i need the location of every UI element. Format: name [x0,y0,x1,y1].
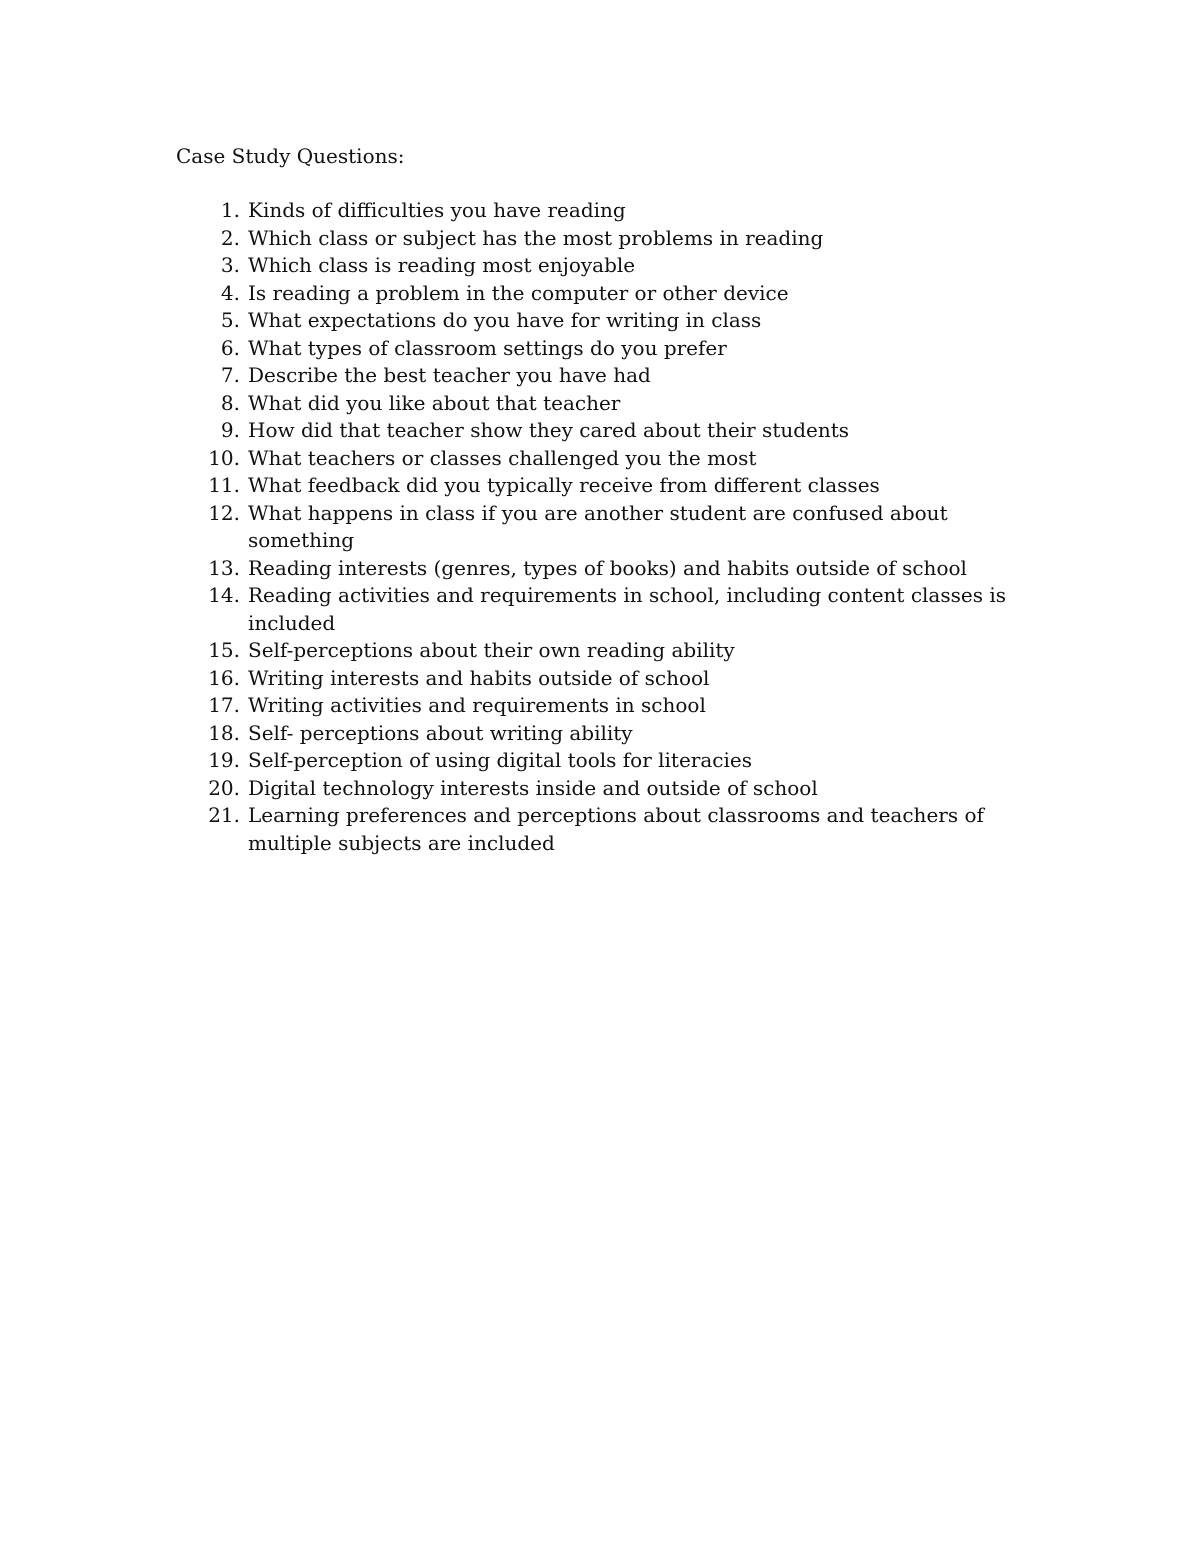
question-text: Is reading a problem in the computer or other device [248,280,789,305]
question-number: 18. [208,720,240,745]
question-text: Which class or subject has the most problems in reading [248,225,824,250]
question-item [176,335,1016,363]
question-number: 14. [208,583,240,607]
question-text: What types of classroom settings do you prefer [248,335,727,360]
question-item [176,390,1016,418]
question-list [176,197,1016,857]
question-item [176,555,1016,583]
question-item [176,197,1016,225]
question-number: 12. [208,500,240,525]
question-text: Describe the best teacher you have had [248,363,651,387]
question-text: Reading activities and requirements in school, including content classes is included [248,583,1006,635]
question-number: 1. [220,198,240,222]
question-item [176,665,1016,693]
document-heading: Case Study Questions: [176,144,405,168]
question-number: 16. [208,665,240,690]
question-item [176,472,1016,500]
question-item [176,417,1016,445]
question-number: 19. [208,748,240,772]
question-item [176,225,1016,253]
question-item [176,637,1016,665]
question-item [176,720,1016,748]
question-number: 10. [208,445,240,470]
question-item [176,747,1016,775]
question-text: Writing activities and requirements in school [248,693,706,717]
question-number: 20. [208,775,240,800]
question-text: Self- perceptions about writing ability [248,720,633,745]
question-number: 2. [220,225,240,250]
question-number: 5. [220,308,240,332]
question-item [176,280,1016,308]
question-item [176,802,1016,857]
question-item [176,775,1016,803]
question-item [176,500,1016,555]
question-item [176,692,1016,720]
question-number: 3. [220,253,240,277]
question-number: 6. [220,335,240,360]
question-number: 4. [220,280,240,305]
question-number: 8. [220,390,240,415]
question-item [176,445,1016,473]
question-number: 9. [220,418,240,442]
question-number: 11. [208,473,240,497]
question-item [176,307,1016,335]
question-item [176,252,1016,280]
question-text: Self-perception of using digital tools for literacies [248,748,752,772]
question-text: Reading interests (genres, types of books) and habits outside of school [248,555,967,580]
question-text: What teachers or classes challenged you the most [248,445,757,470]
question-text: What feedback did you typically receive from different classes [248,473,880,497]
question-number: 15. [208,638,240,662]
question-number: 17. [208,693,240,717]
question-text: Learning preferences and perceptions about classrooms and teachers of multiple subjects are included [248,803,984,855]
question-text: What expectations do you have for writing in class [248,308,762,332]
question-number: 13. [208,555,240,580]
question-text: Which class is reading most enjoyable [248,253,636,277]
question-text: Self-perceptions about their own reading ability [248,638,735,662]
question-item [176,582,1016,637]
question-number: 7. [220,363,240,387]
question-text: Kinds of difficulties you have reading [248,198,626,222]
question-text: What did you like about that teacher [248,390,621,415]
question-text: Writing interests and habits outside of school [248,665,710,690]
question-text: What happens in class if you are another student are confused about something [248,500,948,552]
question-item [176,362,1016,390]
question-number: 21. [208,803,240,827]
question-text: Digital technology interests inside and outside of school [248,775,818,800]
question-text: How did that teacher show they cared about their students [248,418,850,442]
